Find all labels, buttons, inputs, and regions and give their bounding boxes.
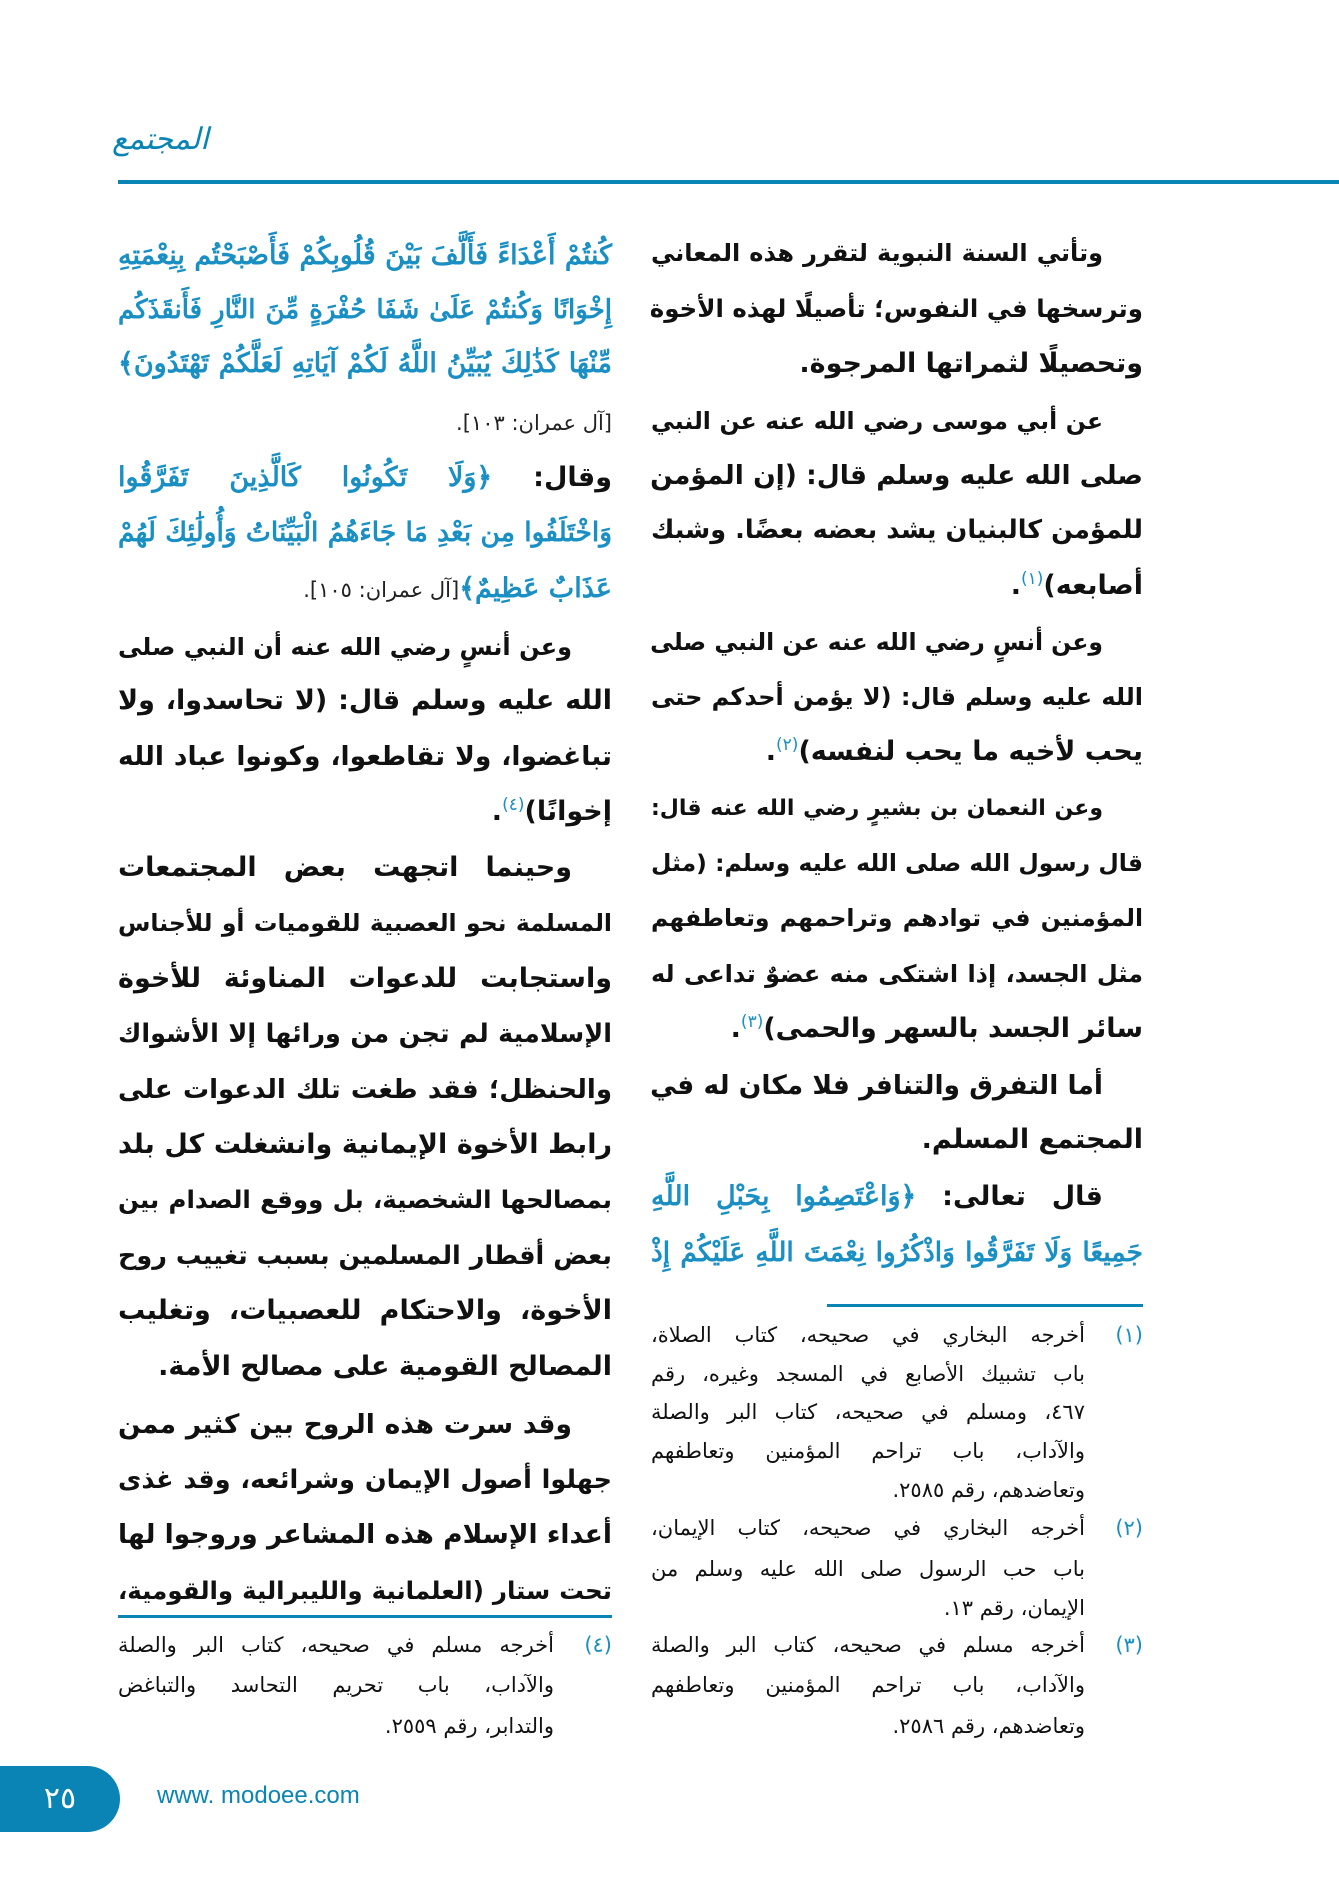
footnote-text: أخرجه مسلم في صحيحه، كتاب البر والصلة (118, 1633, 554, 1658)
body-text: للمؤمن كالبنيان يشد بعضه بعضًا. وشبك (651, 515, 1143, 546)
text-line (118, 1507, 612, 1563)
footnote-number: (٤) (584, 1633, 612, 1658)
text-line (651, 946, 1143, 1002)
body-text: . (730, 1013, 741, 1045)
text-line (651, 1169, 1143, 1225)
body-text: وقال: (492, 462, 612, 494)
footnote-line (651, 1432, 1143, 1470)
footnote-number: (١) (1115, 1323, 1143, 1348)
text-line (118, 784, 612, 840)
body-text: رابط الأخوة الإيمانية وانشغلت كل بلد (118, 1128, 612, 1160)
footnote-line (651, 1626, 1143, 1664)
quran-verse: جَمِيعًا وَلَا تَفَرَّقُوا وَاذْكُرُوا نِعْمَتَ اللَّهِ عَلَيْكُمْ إِذْ (651, 1237, 1143, 1269)
footnote-text: والآداب، باب تراحم المؤمنين وتعاطفهم (651, 1672, 1085, 1697)
text-line (651, 835, 1143, 891)
footnote-text: وتعاضدهم، رقم ٢٥٨٥. (892, 1477, 1085, 1502)
text-line (651, 890, 1143, 946)
text-line (118, 1283, 612, 1339)
footnote-text: والآداب، باب تراحم المؤمنين وتعاطفهم (651, 1439, 1085, 1464)
text-line (651, 1225, 1143, 1281)
footnote-line (118, 1707, 612, 1745)
text-line (651, 614, 1143, 670)
body-text: الله عليه وسلم قال: (لا تحاسدوا، ولا (118, 685, 612, 717)
text-line (651, 448, 1143, 504)
magazine-logo: المجتمع (112, 122, 209, 157)
body-text: . (1010, 569, 1021, 601)
text-line (651, 393, 1143, 449)
footnote-text: أخرجه البخاري في صحيحه، كتاب الصلاة، (651, 1323, 1085, 1348)
footnote-number: (٢) (1115, 1516, 1143, 1541)
header-divider (118, 180, 1339, 184)
footnote-text: والآداب، باب تحريم التحاسد والتباغض (118, 1672, 554, 1697)
text-line (118, 1006, 612, 1062)
body-text: وحينما اتجهت بعض المجتمعات (118, 851, 572, 883)
quran-verse: وَاخْتَلَفُوا مِن بَعْدِ مَا جَاءَهُمُ الْبَيِّنَاتُ وَأُولَٰئِكَ لَهُمْ (118, 516, 612, 548)
body-text: صلى الله عليه وسلم قال: (إن المؤمن (650, 460, 1143, 492)
body-text: يحب لأخيه ما يحب لنفسه) (798, 736, 1143, 768)
footnote-text: أخرجه مسلم في صحيحه، كتاب البر والصلة (651, 1633, 1085, 1658)
footnote-line (651, 1316, 1143, 1354)
text-line (651, 225, 1143, 281)
body-text: وتحصيلًا لثمراتها المرجوة. (799, 347, 1143, 379)
body-text: والحنظل؛ فقد طغت تلك الدعوات على (118, 1074, 612, 1105)
body-text: بمصالحها الشخصية، بل ووقع الصدام بين (118, 1185, 612, 1215)
body-text: وعن النعمان بن بشيرٍ رضي الله عنه قال: (651, 795, 1103, 821)
body-text: المؤمنين في توادهم وتراحمهم وتعاطفهم (651, 904, 1143, 933)
body-text: عن أبي موسى رضي الله عنه عن النبي (651, 406, 1103, 435)
body-text: الله عليه وسلم قال: (لا يؤمن أحدكم حتى (651, 682, 1143, 711)
body-text: المجتمع المسلم. (921, 1124, 1143, 1156)
text-line (118, 1062, 612, 1118)
footnote-reference[interactable]: (٤) (502, 795, 525, 816)
body-text: وترسخها في النفوس؛ تأصيلًا لهذه الأخوة (649, 293, 1143, 323)
quran-verse: عَذَابٌ عَظِيمٌ﴾ (459, 573, 612, 605)
quran-verse: ﴿وَلَا تَكُونُوا كَالَّذِينَ تَفَرَّقُوا (118, 462, 493, 494)
footnote-line (651, 1355, 1143, 1393)
text-line (651, 1058, 1143, 1114)
text-line (118, 840, 612, 896)
body-text: . (765, 736, 777, 768)
text-line (651, 336, 1143, 392)
body-text: تحت ستار (العلمانية والليبرالية والقومية، (118, 1575, 612, 1605)
body-text: بعض أقطار المسلمين بسبب تغييب روح (118, 1240, 612, 1271)
website-link[interactable]: www. modoee.com (157, 1782, 360, 1809)
footnote-reference[interactable]: (٢) (776, 735, 799, 756)
footnote-line (651, 1589, 1143, 1627)
quran-verse: كُنتُمْ أَعْدَاءً فَأَلَّفَ بَيْنَ قُلُوبِكُمْ فَأَصْبَحْتُم بِنِعْمَتِهِ (118, 239, 612, 271)
footnote-text: وتعاضدهم، رقم ٢٥٨٦. (892, 1713, 1085, 1738)
footnote-line (118, 1626, 612, 1664)
text-line (118, 619, 612, 675)
text-line (118, 1117, 612, 1173)
text-line (651, 1001, 1143, 1057)
text-line (118, 1172, 612, 1228)
text-line (651, 781, 1143, 837)
body-text: الإسلامية لم تجن من ورائها إلا الأشواك (118, 1019, 612, 1050)
body-text: أصابعه) (1043, 569, 1143, 601)
verse-reference: [آل عمران: ١٠٣]. (456, 411, 612, 436)
text-line (118, 505, 612, 561)
verse-reference: [آل عمران: ١٠٥]. (303, 578, 460, 603)
text-line (118, 561, 612, 617)
body-text: وتأتي السنة النبوية لتقرر هذه المعاني (651, 239, 1103, 268)
footnote-reference[interactable]: (١) (1021, 568, 1044, 589)
text-line (651, 558, 1143, 614)
body-text: المصالح القومية على مصالح الأمة. (158, 1350, 612, 1382)
quran-verse: ﴿وَاعْتَصِمُوا بِحَبْلِ اللَّهِ (651, 1180, 917, 1212)
footnote-line (651, 1550, 1143, 1588)
text-line (118, 1563, 612, 1619)
body-text: تباغضوا، ولا تقاطعوا، وكونوا عباد الله (118, 740, 612, 772)
text-line (118, 1397, 612, 1453)
footnote-text: ٤٦٧، ومسلم في صحيحه، كتاب البر والصلة (651, 1400, 1085, 1425)
body-text: المسلمة نحو العصبية للقوميات أو للأجناس (118, 909, 612, 938)
body-text: قال تعالى: (916, 1180, 1103, 1212)
body-text: أعداء الإسلام هذه المشاعر وروجوا لها (118, 1519, 612, 1551)
text-line (651, 502, 1143, 558)
footnote-divider (827, 1304, 1143, 1307)
text-line (118, 1228, 612, 1284)
body-text: وقد سرت هذه الروح بين كثير ممن (118, 1408, 572, 1440)
footnote-text: أخرجه البخاري في صحيحه، كتاب الإيمان، (651, 1516, 1085, 1541)
text-line (118, 282, 612, 338)
body-text: إخوانًا) (524, 796, 612, 828)
footnote-divider (118, 1615, 612, 1618)
text-line (118, 895, 612, 951)
text-line (118, 729, 612, 785)
text-line (118, 395, 612, 451)
body-text: قال رسول الله صلى الله عليه وسلم: (مثل (651, 848, 1143, 877)
footnote-line (651, 1471, 1143, 1509)
footnote-reference[interactable]: (٣) (740, 1012, 764, 1033)
page-number: ٢٥ (0, 1766, 120, 1832)
quran-verse: مِّنْهَا كَذَٰلِكَ يُبَيِّنُ اللَّهُ لَكُمْ آيَاتِهِ لَعَلَّكُمْ تَهْتَدُونَ﴾ (118, 347, 612, 379)
footnote-number: (٣) (1115, 1633, 1143, 1658)
body-text: جهلوا أصول الإيمان وشرائعه، وقد غذى (118, 1464, 612, 1495)
text-line (118, 450, 612, 506)
text-line (118, 673, 612, 729)
body-text: واستجابت للدعوات المناوئة للأخوة (118, 962, 612, 994)
body-text: وعن أنسٍ رضي الله عنه أن النبي صلى (118, 633, 572, 662)
footnote-line (651, 1707, 1143, 1745)
body-text: الأخوة، والاحتكام للعصبيات، وتغليب (118, 1295, 612, 1327)
body-text: سائر الجسد بالسهر والحمى) (763, 1013, 1143, 1045)
text-line (651, 724, 1143, 780)
footnote-line (651, 1666, 1143, 1704)
quran-verse: إِخْوَانًا وَكُنتُمْ عَلَىٰ شَفَا حُفْرَةٍ مِّنَ النَّارِ فَأَنقَذَكُم (118, 294, 612, 325)
text-line (118, 1452, 612, 1508)
body-text: وعن أنسٍ رضي الله عنه عن النبي صلى (650, 628, 1103, 657)
text-line (118, 1339, 612, 1395)
footnote-line (651, 1393, 1143, 1431)
text-line (651, 669, 1143, 725)
body-text: أما التفرق والتنافر فلا مكان له في (650, 1069, 1103, 1101)
footnote-text: باب حب الرسول صلى الله عليه وسلم من (651, 1557, 1085, 1582)
body-text: مثل الجسد، إذا اشتكى منه عضوٌ تداعى له (651, 959, 1143, 988)
footnote-line (651, 1509, 1143, 1547)
text-line (651, 1112, 1143, 1168)
footnote-text: الإيمان، رقم ١٣. (943, 1595, 1085, 1620)
text-line (118, 336, 612, 392)
text-line (651, 281, 1143, 337)
body-text: . (491, 796, 503, 828)
footnote-text: والتدابر، رقم ٢٥٥٩. (384, 1713, 554, 1738)
footnote-line (118, 1666, 612, 1704)
text-line (118, 951, 612, 1007)
text-line (118, 228, 612, 284)
footnote-text: باب تشبيك الأصابع في المسجد وغيره، رقم (651, 1361, 1085, 1386)
